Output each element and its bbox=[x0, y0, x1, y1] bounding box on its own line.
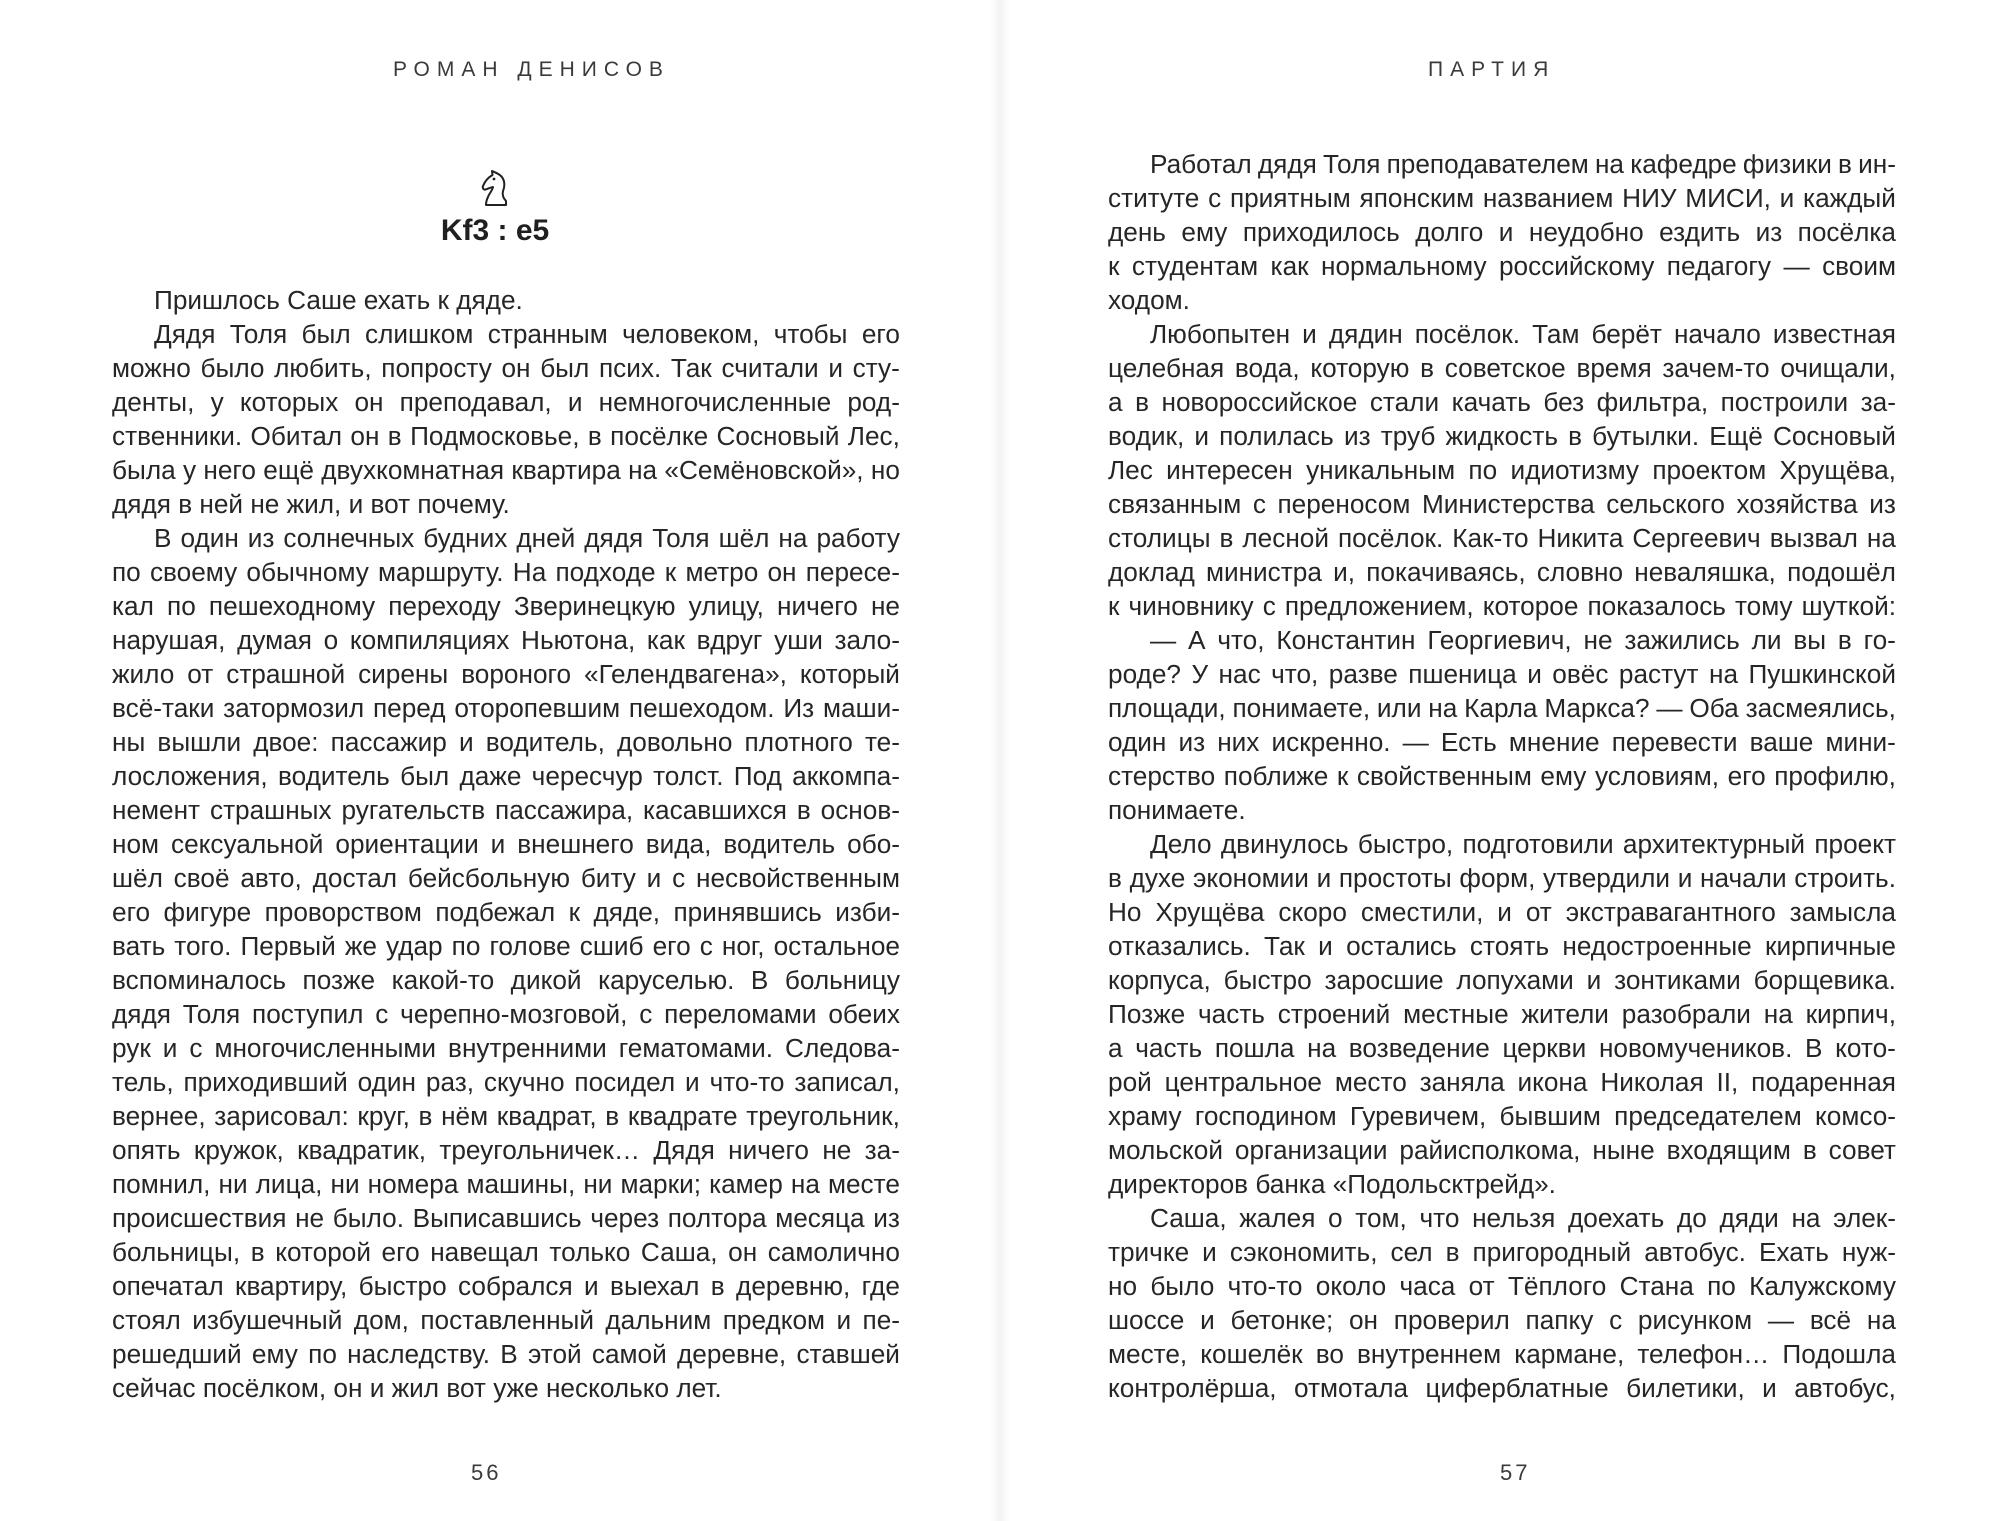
text-line: Позже часть строений местные жители разобрали на кирпич, bbox=[1108, 999, 1896, 1029]
text-line: Но Хрущёва скоро сместили, и от экстравагантного замысла bbox=[1108, 897, 1896, 927]
text-line: ституте с приятным японским названием НИУ МИСИ, и каждый bbox=[1108, 183, 1896, 213]
text-line: но было что-то около часа от Тёплого Стана по Калужскому bbox=[1108, 1271, 1896, 1301]
running-head-title: ПАРТИЯ bbox=[1428, 58, 1556, 81]
text-line: по своему обычному маршруту. На подходе к метро он пересе- bbox=[112, 557, 900, 587]
text-line: жило от страшной сирены вороного «Гелендвагена», который bbox=[112, 659, 900, 689]
text-line: директоров банка «Подольсктрейд». bbox=[1108, 1169, 1556, 1199]
text-line: нарушая, думая о компиляциях Ньютона, как вдруг уши зало- bbox=[112, 625, 900, 655]
text-line: контролёрша, отмотала циферблатные билетики, и автобус, bbox=[1108, 1373, 1896, 1403]
text-line: лосложения, водитель был даже чересчур толст. Под аккомпа- bbox=[112, 761, 900, 791]
chess-knight-icon bbox=[477, 168, 515, 208]
text-line: вать того. Первый же удар по голове сшиб его с ног, остальное bbox=[112, 931, 900, 961]
left-page-body bbox=[112, 283, 900, 1405]
page-number-right: 57 bbox=[1500, 1460, 1531, 1485]
text-line: опять кружок, квадратик, треугольничек… Дядя ничего не за- bbox=[112, 1135, 900, 1165]
text-line: месте, кошелёк во внутреннем кармане, телефон… Подошла bbox=[1108, 1339, 1896, 1369]
text-line: всё-таки затормозил перед оторопевшим пешеходом. Из маши- bbox=[112, 693, 900, 723]
text-line: можно было любить, попросту он был псих. Так считали и сту- bbox=[112, 353, 900, 383]
text-line: шёл своё авто, достал бейсбольную биту и с несвойственным bbox=[112, 863, 900, 893]
text-line: — А что, Константин Георгиевич, не зажились ли вы в го- bbox=[1150, 625, 1896, 655]
text-line: ственники. Обитал он в Подмосковье, в посёлке Сосновый Лес, bbox=[112, 421, 900, 451]
text-line: Лес интересен уникальным по идиотизму проектом Хрущёва, bbox=[1108, 455, 1896, 485]
text-line: а часть пошла на возведение церкви новомучеников. В кото- bbox=[1108, 1033, 1896, 1063]
text-line: к чиновнику с предложением, которое показалось тому шуткой: bbox=[1108, 591, 1896, 621]
text-line: тель, приходивший один раз, скучно посидел и что-то записал, bbox=[112, 1067, 900, 1097]
text-line: площади, понимаете, или на Карла Маркса? — Оба засмеялись, bbox=[1108, 693, 1896, 723]
page-number-left: 56 bbox=[471, 1460, 502, 1485]
text-line: храму господином Гуревичем, бывшим председателем комсо- bbox=[1108, 1101, 1896, 1131]
text-line: Любопытен и дядин посёлок. Там берёт начало известная bbox=[1150, 319, 1896, 349]
text-line: дядя в ней не жил, и вот почему. bbox=[112, 489, 510, 519]
text-line: кал по пешеходному переходу Зверинецкую улицу, ничего не bbox=[112, 591, 900, 621]
text-line: в духе экономии и простоты форм, утвердили и начали строить. bbox=[1108, 863, 1896, 893]
text-line: дядя Толя поступил с черепно-мозговой, с переломами обеих bbox=[112, 999, 900, 1029]
text-line: понимаете. bbox=[1108, 795, 1246, 825]
text-line: сейчас посёлком, он и жил вот уже несколько лет. bbox=[112, 1373, 722, 1403]
running-head-author: РОМАН ДЕНИСОВ bbox=[393, 58, 670, 81]
text-line: день ему приходилось долго и неудобно ездить из посёлка bbox=[1108, 217, 1896, 247]
text-line: ходом. bbox=[1108, 285, 1190, 315]
text-line: стоял избушечный дом, поставленный дальним предком и пе- bbox=[112, 1305, 900, 1335]
text-line: шоссе и бетонке; он проверил папку с рисунком — всё на bbox=[1108, 1305, 1896, 1335]
text-line: связанным с переносом Министерства сельского хозяйства из bbox=[1108, 489, 1896, 519]
text-line: тричке и сэкономить, сел в пригородный автобус. Ехать нуж- bbox=[1108, 1237, 1896, 1267]
text-line: столицы в лесной посёлок. Как-то Никита Сергеевич вызвал на bbox=[1108, 523, 1896, 553]
text-line: доклад министра и, покачиваясь, словно неваляшка, подошёл bbox=[1108, 557, 1896, 587]
text-line: была у него ещё двухкомнатная квартира на «Семёновской», но bbox=[112, 455, 900, 485]
text-line: целебная вода, которую в советское время зачем-то очищали, bbox=[1108, 353, 1896, 383]
text-line: а в новороссийское стали качать без фильтра, построили за- bbox=[1108, 387, 1896, 417]
text-line: корпуса, быстро заросшие лопухами и зонтиками борщевика. bbox=[1108, 965, 1896, 995]
right-page bbox=[1000, 0, 2000, 1521]
text-line: стерство поближе к свойственным ему условиям, его профилю, bbox=[1108, 761, 1896, 791]
text-line: один из них искренно. — Есть мнение перевести ваше мини- bbox=[1108, 727, 1896, 757]
text-line: к студентам как нормальному российскому педагогу — своим bbox=[1108, 251, 1896, 281]
text-line: Саша, жалея о том, что нельзя доехать до дяди на элек- bbox=[1150, 1203, 1896, 1233]
text-line: Пришлось Саше ехать к дяде. bbox=[154, 285, 523, 315]
right-page-body bbox=[1108, 147, 1896, 1405]
text-line: Дело двинулось быстро, подготовили архитектурный проект bbox=[1150, 829, 1896, 859]
chapter-title: Kf3 : e5 bbox=[440, 214, 550, 247]
text-line: рой центральное место заняла икона Николая II, подаренная bbox=[1108, 1067, 1896, 1097]
text-line: немент страшных ругательств пассажира, касавшихся в основ- bbox=[112, 795, 900, 825]
text-line: Дядя Толя был слишком странным человеком, чтобы его bbox=[154, 319, 900, 349]
text-line: рук и с многочисленными внутренними гематомами. Следова- bbox=[112, 1033, 900, 1063]
text-line: вспоминалось позже какой-то дикой каруселью. В больницу bbox=[112, 965, 900, 995]
text-line: происшествия не было. Выписавшись через полтора месяца из bbox=[112, 1203, 900, 1233]
text-line: ном сексуальной ориентации и внешнего вида, водитель обо- bbox=[112, 829, 900, 859]
text-line: Работал дядя Толя преподавателем на кафедре физики в ин- bbox=[1150, 149, 1896, 179]
text-line: ны вышли двое: пассажир и водитель, довольно плотного те- bbox=[112, 727, 900, 757]
text-line: роде? У нас что, разве пшеница и овёс растут на Пушкинской bbox=[1108, 659, 1896, 689]
text-line: больницы, в которой его навещал только Саша, он самолично bbox=[112, 1237, 900, 1267]
text-line: отказались. Так и остались стоять недостроенные кирпичные bbox=[1108, 931, 1896, 961]
text-line: помнил, ни лица, ни номера машины, ни марки; камер на месте bbox=[112, 1169, 900, 1199]
text-line: решедший ему по наследству. В этой самой деревне, ставшей bbox=[112, 1339, 900, 1369]
text-line: денты, у которых он преподавал, и немногочисленные род- bbox=[112, 387, 900, 417]
text-line: опечатал квартиру, быстро собрался и выехал в деревню, где bbox=[112, 1271, 900, 1301]
text-line: водик, и полилась из труб жидкость в бутылки. Ещё Сосновый bbox=[1108, 421, 1896, 451]
text-line: вернее, зарисовал: круг, в нём квадрат, в квадрате треугольник, bbox=[112, 1101, 900, 1131]
text-line: В один из солнечных будних дней дядя Толя шёл на работу bbox=[154, 523, 900, 553]
text-line: его фигуре проворством подбежал к дяде, принявшись изби- bbox=[112, 897, 900, 927]
text-line: мольской организации райисполкома, ныне входящим в совет bbox=[1108, 1135, 1896, 1165]
